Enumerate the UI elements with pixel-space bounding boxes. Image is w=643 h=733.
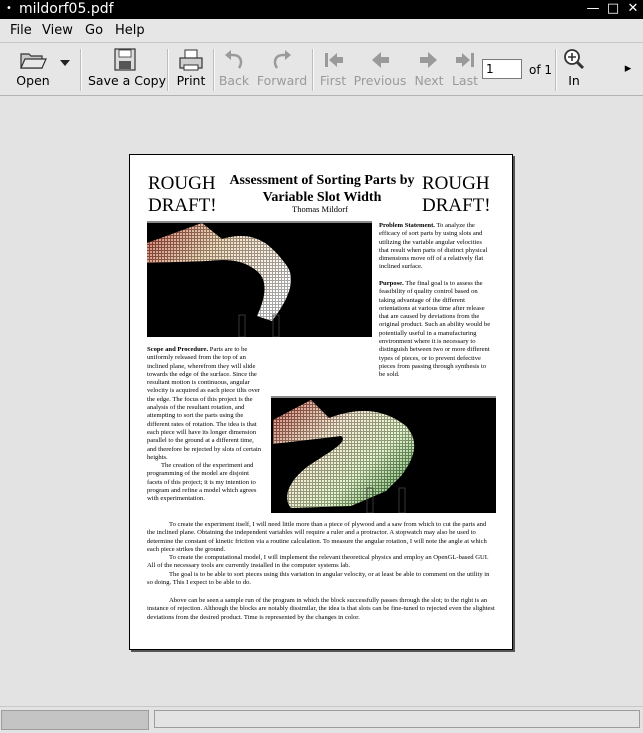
body-paragraph-3: The goal is to be able to sort pieces using this variation in angular velocity, or at least be able to comment on the utility in so doing. This I expect to be able to do. [147,571,490,587]
printer-icon [177,47,205,73]
floppy-disk-icon [111,47,139,73]
arrow-left-icon [367,47,393,73]
toolbar-separator [555,49,557,91]
zoom-in-icon [561,47,587,73]
last-label: Last [451,73,479,88]
menu-file[interactable]: File [10,23,32,38]
purpose-section [379,280,493,380]
problem-statement [379,222,493,272]
toolbar-separator [80,49,82,91]
maximize-icon[interactable]: □ [606,1,620,16]
simulation-plot [147,221,372,337]
previous-page-button[interactable] [352,47,408,93]
scope-text: Parts are to be uniformly released from the top of an inclined plane, wherefrom they will slide towards the edge of the surface. Since the resultant motion is continuous, angular velocity is acquired as each piece tilts over the edge. The focus of this project is the analysis of the resultant rotation, and attempting to sort the parts using the different rates of rotation. The idea is that each piece will have its longer dimension parallel to the ground at a different time, and therefore be rejected by slots of certain heights. [147,346,262,461]
progress-bar [1,710,149,730]
rough-draft-right: ROUGH DRAFT! [422,173,491,216]
forward-button[interactable] [256,47,308,93]
back-label: Back [218,73,250,88]
toolbar-separator [167,49,169,91]
menu-view[interactable]: View [42,23,73,38]
toolbar-separator [312,49,314,91]
simulation-image-accepted [147,221,372,337]
save-copy-label: Save a Copy [88,73,166,88]
window-title: mildorf05.pdf [19,1,114,17]
page-count-label: of 1 [529,63,553,77]
figure-caption: Above can be seen a sample run of the program in which the block successfully passes through the slot; to the right is an instance of rejection. Although the blocks are notably dissimilar, the idea is that slots can be fine-tuned to rejected even the slightest deviations from the desired product. Time is represented by the changes in color. [147,597,495,621]
last-page-button[interactable] [448,47,482,93]
first-page-button[interactable] [316,47,350,93]
previous-label: Previous [353,73,407,88]
undo-arrow-icon [221,47,247,73]
purpose-heading: Purpose. [379,280,404,287]
overflow-arrow-icon: ▸ [624,61,632,76]
rough-draft-left: ROUGH DRAFT! [148,173,217,216]
scope-section [147,346,262,504]
toolbar-overflow-button[interactable] [618,47,638,93]
body-paragraph-2: To create the computational model, I will implement the relevant theoretical physics and employ an OpenGL-based GUI. All of the necessary tools are currently installed in the computer systems lab. [147,554,489,570]
pdf-page [129,154,513,650]
problem-heading: Problem Statement. [379,222,435,229]
menu-help[interactable]: Help [115,23,145,38]
simulation-plot [271,396,496,513]
toolbar-separator [213,49,215,91]
open-recent-dropdown[interactable] [56,47,74,93]
window-menu-icon[interactable]: • [6,3,12,14]
open-button[interactable] [10,47,56,93]
last-page-icon [452,47,478,73]
folder-open-icon [18,47,48,73]
first-label: First [319,73,347,88]
open-label: Open [16,73,50,88]
status-message [154,710,640,728]
menu-bar [0,19,643,43]
next-page-button[interactable] [412,47,446,93]
page-number-input[interactable] [482,59,522,79]
image-frame-bar [271,396,496,398]
body-paragraph-1: To create the experiment itself, I will need little more than a piece of plywood and a saw from which to cut the parts and the inclined plane. Obtaining the independent variables will require a ruler and a protractor. A stopwatch may also be used to determine the constant of kinetic friction via a routine calculation. To measure the angular rotation, I will note the angle at which each piece strikes the ground. [147,521,487,553]
title-bar [0,0,643,19]
close-icon[interactable]: ✕ [627,1,639,16]
zoom-in-label: In [568,73,580,88]
scope-text-2: The creation of the experiment and programming of the model are disjoint facets of this project; it is my intention to program and refine a model which agrees with experimentation. [147,462,257,503]
problem-text: To analyze the efficacy of sort parts by using slots and utilizing the variable angular velocities that result when parts of distinct physical dimensions move off of a relatively flat inclined surface. [379,222,488,271]
scope-heading: Scope and Procedure. [147,346,209,353]
image-frame-bar [147,221,372,223]
arrow-right-icon [416,47,442,73]
print-label: Print [176,73,206,88]
save-copy-button[interactable] [88,47,166,93]
document-author: Thomas Mildorf [292,204,348,214]
chevron-down-icon [58,47,72,73]
document-title: Assessment of Sorting Parts by Variable Slot Width [229,173,415,205]
redo-arrow-icon [269,47,295,73]
menu-go[interactable]: Go [85,23,104,38]
minimize-icon[interactable]: — [586,1,600,16]
print-button[interactable] [172,47,210,93]
purpose-text: The final goal is to assess the feasibility of quality control based on taking advantage of the different orientations at various time after release that are caused by deviations from the original product. Such an ability would be potentially useful in a manufacturing environment where it is necessary to distinguish between two or more different types of pieces, or to prevent defective pieces from passing through synthesis to be sold. [379,280,491,379]
simulation-image-rejected [271,396,496,513]
forward-label: Forward [256,73,308,88]
first-page-icon [320,47,346,73]
next-label: Next [414,73,444,88]
back-button[interactable] [216,47,252,93]
zoom-in-button[interactable] [558,47,590,93]
status-bar [0,706,643,733]
